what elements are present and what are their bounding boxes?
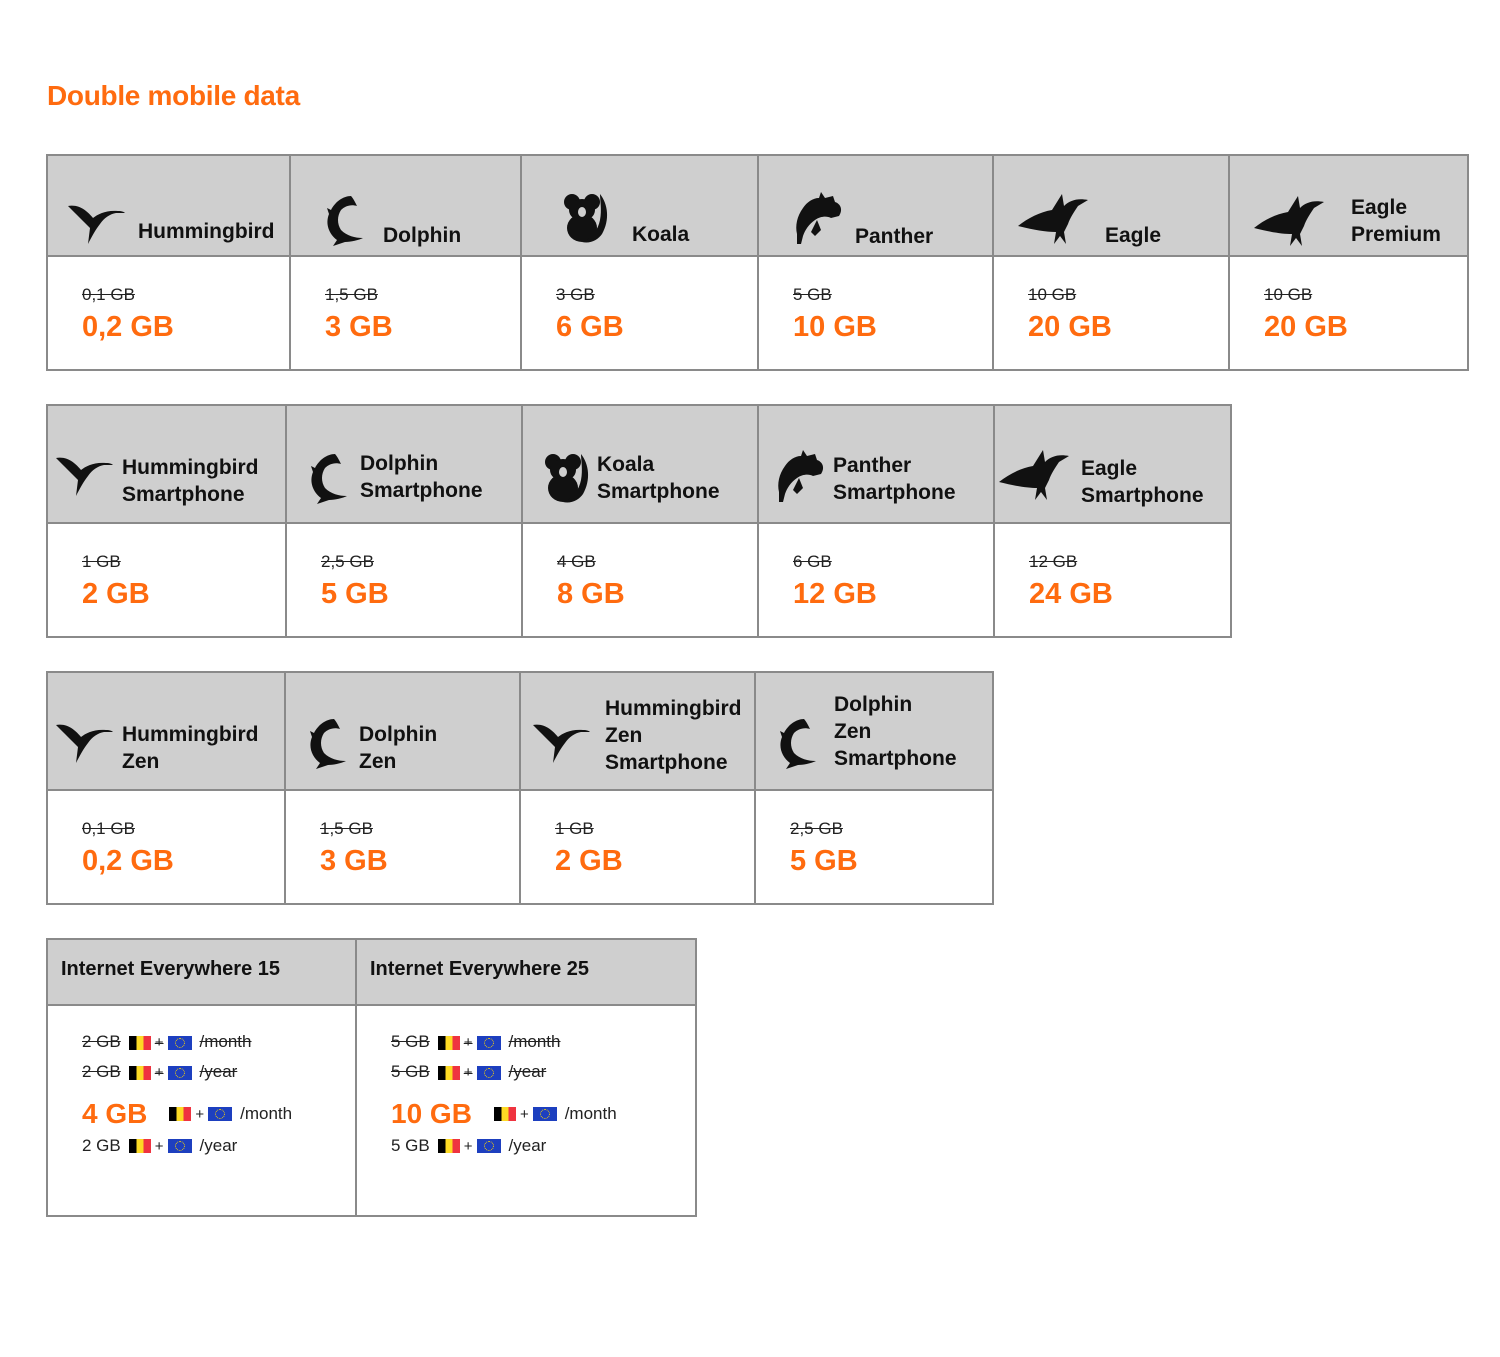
eagle-icon: [1018, 192, 1090, 244]
plan-column-koala-smartphone: [521, 406, 757, 636]
plan-name: Dolphin Smartphone: [360, 452, 483, 502]
belgium-flag-icon: [129, 1036, 151, 1050]
new-data-value: 5 GB: [321, 578, 389, 610]
new-data-value: 24 GB: [1029, 578, 1113, 610]
plan-data-cell: [48, 791, 284, 903]
plan-table-smartphone: [46, 404, 1232, 638]
hummingbird-icon: [54, 450, 114, 500]
plan-column-koala: [520, 156, 757, 369]
plan-data-cell: [994, 257, 1228, 369]
panther-icon: [791, 190, 843, 244]
plan-table-standard: [46, 154, 1469, 371]
eu-flag-icon: [168, 1036, 192, 1050]
koala-icon: [543, 450, 593, 504]
dolphin-icon: [776, 717, 820, 769]
old-data-value: 2,5 GB: [321, 552, 374, 571]
dolphin-icon: [306, 717, 350, 769]
plan-header: [756, 673, 992, 791]
old-data-value: 1 GB: [555, 819, 594, 838]
plan-header: [291, 156, 520, 257]
plan-header: [48, 156, 289, 257]
eu-flag-icon: [168, 1139, 192, 1153]
new-data-value: 5 GB: [790, 845, 858, 877]
plan-header: [48, 406, 285, 524]
eu-flag-icon: [477, 1139, 501, 1153]
plan-name: Koala Smartphone: [597, 453, 720, 503]
belgium-flag-icon: [494, 1107, 516, 1121]
plan-data-cell: [357, 1006, 695, 1215]
plan-column-hummingbird: [48, 156, 289, 369]
plan-name: Panther Smartphone: [833, 454, 956, 504]
belgium-flag-icon: [129, 1066, 151, 1080]
internet-everywhere-table: [46, 938, 697, 1217]
new-data-value: 2 GB: [555, 845, 623, 877]
old-data-value: 0,1 GB: [82, 819, 135, 838]
new-data-value: 3 GB: [325, 311, 393, 343]
new-data-value: 20 GB: [1264, 311, 1348, 343]
old-data-value: 10 GB: [1264, 285, 1313, 304]
plan-header: [521, 673, 754, 791]
old-data-value: 0,1 GB: [82, 285, 135, 304]
plan-name: Dolphin: [383, 224, 462, 247]
old-data-value: 1 GB: [82, 552, 121, 571]
dolphin-icon: [323, 194, 367, 246]
plan-name: Eagle Smartphone: [1081, 457, 1204, 507]
old-data-value: 4 GB: [557, 552, 596, 571]
old-month-line: 2 GB + /month: [82, 1032, 252, 1051]
belgium-flag-icon: [169, 1107, 191, 1121]
belgium-flag-icon: [438, 1139, 460, 1153]
new-data-value: 6 GB: [556, 311, 624, 343]
new-data-value: 8 GB: [557, 578, 625, 610]
new-month-line: 4 GB + /month: [82, 1098, 293, 1129]
plan-data-cell: [287, 524, 521, 636]
plan-header: [287, 406, 521, 524]
plan-data-cell: [756, 791, 992, 903]
plan-data-cell: [1230, 257, 1467, 369]
plan-name: Panther: [855, 225, 934, 248]
new-data-value: 12 GB: [793, 578, 877, 610]
new-month-line: 10 GB + /month: [391, 1098, 617, 1129]
new-year-line: 5 GB + /year: [391, 1136, 547, 1155]
plan-name: Koala: [632, 223, 690, 246]
old-year-line: 5 GB + /year: [391, 1062, 547, 1081]
plan-column-dolphin-smartphone: [285, 406, 521, 636]
plan-name: Eagle Premium: [1351, 196, 1441, 246]
old-data-value: 1,5 GB: [320, 819, 373, 838]
page-title: Double mobile data: [47, 80, 300, 111]
old-data-value: 5 GB: [793, 285, 832, 304]
plan-data-cell: [995, 524, 1230, 636]
new-data-value: 2 GB: [82, 578, 150, 610]
dolphin-icon: [307, 452, 351, 504]
plan-data-cell: [523, 524, 757, 636]
belgium-flag-icon: [129, 1139, 151, 1153]
plan-data-cell: [759, 257, 992, 369]
plan-name: Hummingbird Zen: [122, 723, 259, 773]
plan-data-cell: [286, 791, 519, 903]
internet-everywhere-15-column: [48, 940, 355, 1215]
plan-name: Hummingbird Smartphone: [122, 456, 259, 506]
plan-data-cell: [521, 791, 754, 903]
plan-header: [1230, 156, 1467, 257]
plan-column-dolphin-zen: [284, 673, 519, 903]
plan-name: Dolphin Zen Smartphone: [834, 693, 957, 770]
old-data-value: 6 GB: [793, 552, 832, 571]
old-month-line: 5 GB + /month: [391, 1032, 561, 1051]
plan-name: Eagle: [1105, 224, 1162, 247]
plan-column-eagle-smartphone: [993, 406, 1230, 636]
hummingbird-icon: [54, 717, 114, 767]
eagle-icon: [999, 448, 1071, 500]
new-data-value: 10 GB: [793, 311, 877, 343]
plan-header: [522, 156, 757, 257]
plan-column-eagle: [992, 156, 1228, 369]
eu-flag-icon: [533, 1107, 557, 1121]
plan-name: Internet Everywhere 15: [48, 940, 355, 1006]
plan-header: [523, 406, 757, 524]
old-data-value: 12 GB: [1029, 552, 1078, 571]
belgium-flag-icon: [438, 1036, 460, 1050]
plan-column-hummingbird-zen-smartphone: [519, 673, 754, 903]
panther-icon: [773, 448, 825, 502]
plan-data-cell: [522, 257, 757, 369]
plan-data-cell: [48, 524, 285, 636]
new-data-value: 3 GB: [320, 845, 388, 877]
plan-data-cell: [759, 524, 993, 636]
new-year-line: 2 GB + /year: [82, 1136, 238, 1155]
plan-column-panther: [757, 156, 992, 369]
plan-column-dolphin-zen-smartphone: [754, 673, 992, 903]
plan-header: [286, 673, 519, 791]
old-data-value: 2,5 GB: [790, 819, 843, 838]
plan-data-cell: [48, 1006, 355, 1215]
eu-flag-icon: [208, 1107, 232, 1121]
plan-name: Dolphin Zen: [359, 723, 438, 773]
eu-flag-icon: [168, 1066, 192, 1080]
new-data-value: 20 GB: [1028, 311, 1112, 343]
plan-name: Hummingbird: [138, 220, 275, 243]
plan-table-zen: [46, 671, 994, 905]
old-year-line: 2 GB + /year: [82, 1062, 238, 1081]
plan-header: [759, 406, 993, 524]
eu-flag-icon: [477, 1036, 501, 1050]
plan-header: [995, 406, 1230, 524]
hummingbird-icon: [531, 717, 591, 767]
plan-header: [759, 156, 992, 257]
plan-data-cell: [48, 257, 289, 369]
new-data-value: 0,2 GB: [82, 311, 174, 343]
plan-column-hummingbird-zen: [48, 673, 284, 903]
plan-column-eagle-premium: [1228, 156, 1467, 369]
new-data-value: 0,2 GB: [82, 845, 174, 877]
plan-name: Hummingbird Zen Smartphone: [605, 697, 742, 774]
old-data-value: 10 GB: [1028, 285, 1077, 304]
plan-name: Internet Everywhere 25: [357, 940, 695, 1006]
plan-data-cell: [291, 257, 520, 369]
old-data-value: 3 GB: [556, 285, 595, 304]
plan-column-hummingbird-smartphone: [48, 406, 285, 636]
koala-icon: [562, 190, 612, 244]
eu-flag-icon: [477, 1066, 501, 1080]
belgium-flag-icon: [438, 1066, 460, 1080]
hummingbird-icon: [66, 198, 126, 248]
eagle-icon: [1254, 194, 1326, 246]
plan-header: [994, 156, 1228, 257]
internet-everywhere-25-column: [355, 940, 695, 1215]
old-data-value: 1,5 GB: [325, 285, 378, 304]
plan-column-dolphin: [289, 156, 520, 369]
plan-column-panther-smartphone: [757, 406, 993, 636]
plan-header: [48, 673, 284, 791]
